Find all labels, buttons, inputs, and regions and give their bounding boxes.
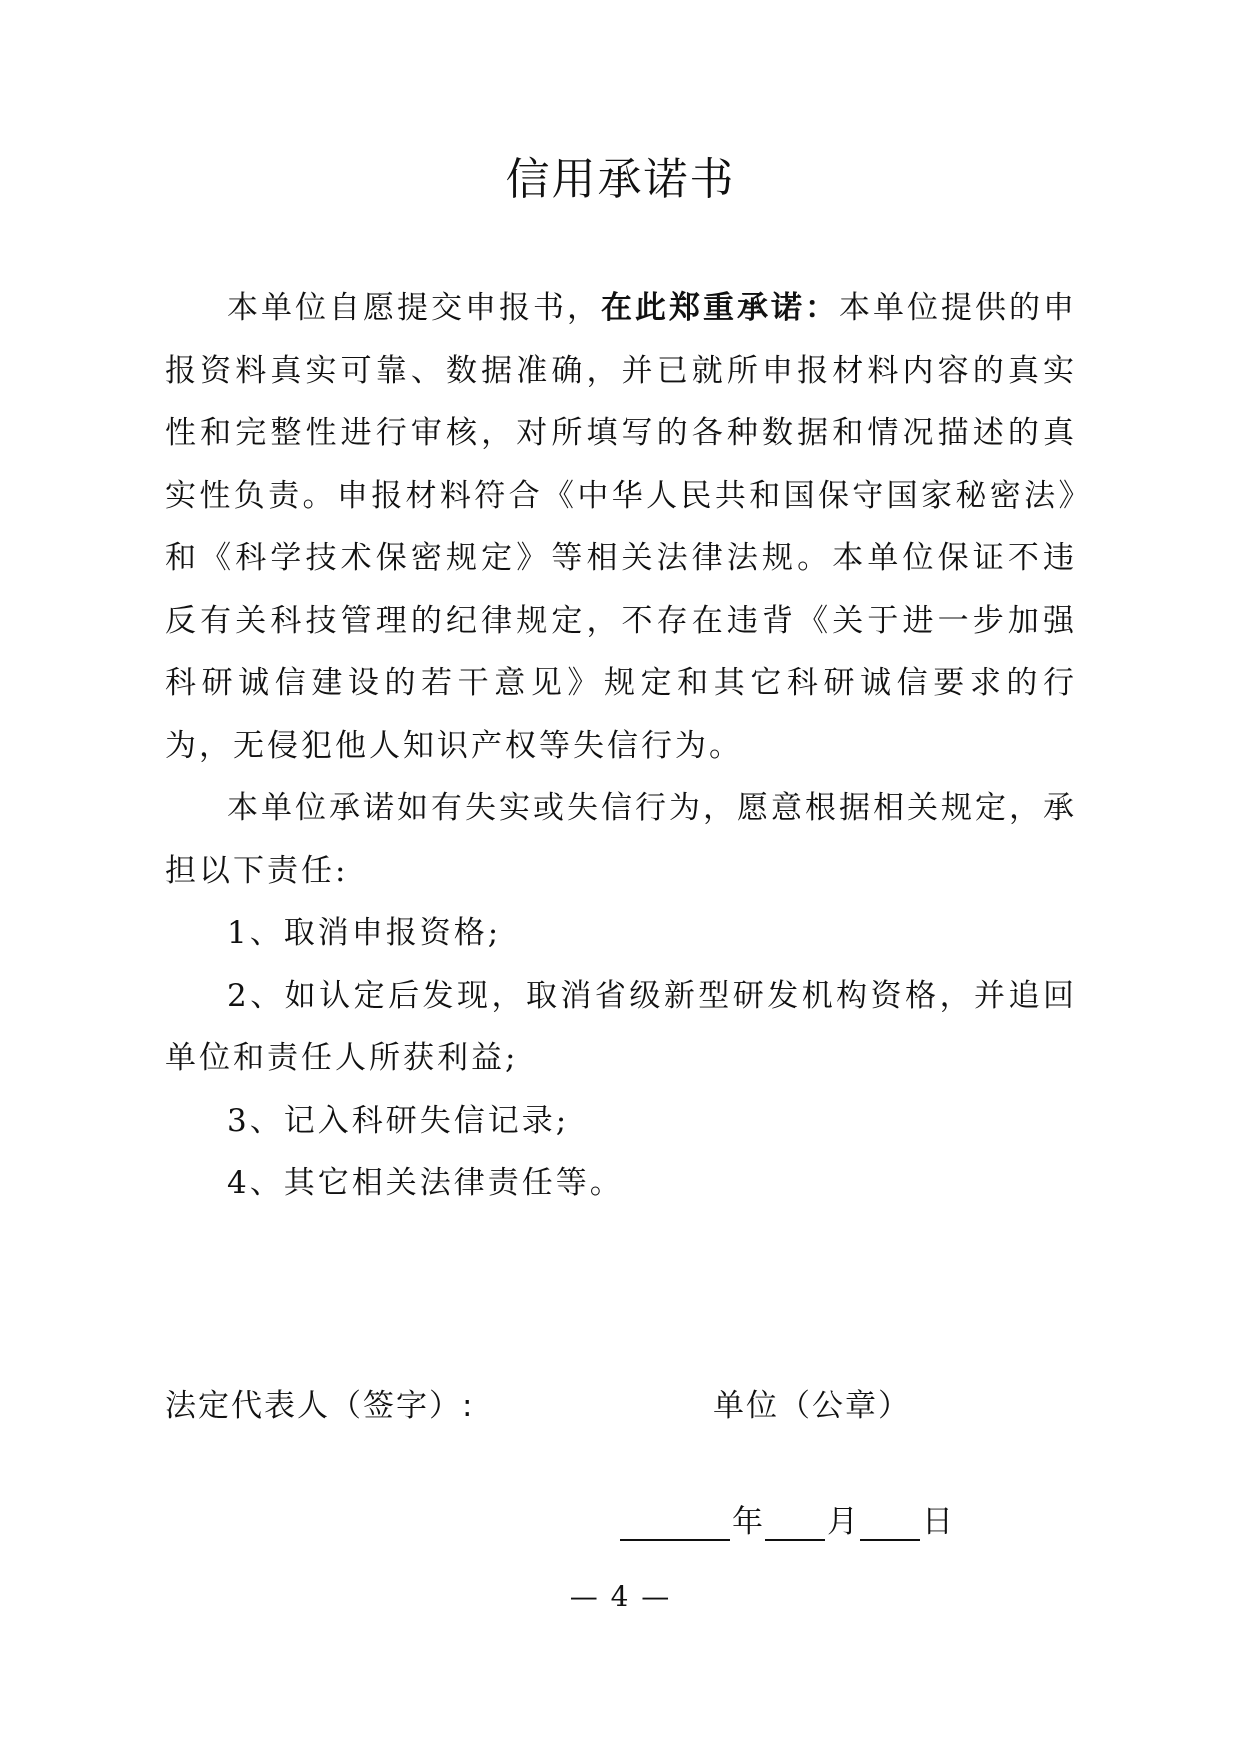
commitment-paragraph xyxy=(165,277,1077,777)
paragraph-rest: 本单位提供的申报资料真实可靠、数据准确，并已就所申报材料内容的真实性和完整性进行审核，对所填写的各种数据和情况描述的真实性负责。申报材料符合《中华人民共和国保守国家秘密法》和《科学技术保密规定》等相关法律法规。本单位保证不违反有关科技管理的纪律规定，不存在违背《关于进一步加强科研诚信建设的若干意见》规定和其它科研诚信要求的行为，无侵犯他人知识产权等失信行为。 xyxy=(165,290,1077,764)
year-label: 年 xyxy=(732,1504,763,1540)
liability-paragraph: 本单位承诺如有失实或失信行为，愿意根据相关规定，承担以下责任: xyxy=(165,790,1077,889)
day-blank[interactable] xyxy=(860,1505,920,1541)
date-line xyxy=(620,1496,955,1541)
unit-seal-label: 单位（公章） xyxy=(713,1388,911,1424)
liability-item: 1、取消申报资格; xyxy=(227,915,502,951)
paragraph-lead: 本单位自愿提交申报书， xyxy=(227,290,601,326)
paragraph-emphasis: 在此郑重承诺： xyxy=(601,290,839,326)
month-label: 月 xyxy=(827,1504,858,1540)
liability-item: 3、记入科研失信记录; xyxy=(227,1102,570,1139)
liability-item: 2、如认定后发现，取消省级新型研发机构资格，并追回单位和责任人所获利益; xyxy=(165,977,1077,1076)
page-number: — 4 — xyxy=(569,1580,672,1613)
month-blank[interactable] xyxy=(765,1505,825,1541)
legal-representative-signature-label: 法定代表人（签字）: xyxy=(165,1388,475,1424)
liability-item: 4、其它相关法律责任等。 xyxy=(227,1165,624,1201)
year-blank[interactable] xyxy=(620,1505,730,1541)
document-title: 信用承诺书 xyxy=(505,154,736,205)
day-label: 日 xyxy=(922,1504,953,1540)
document-body xyxy=(165,277,1077,1215)
